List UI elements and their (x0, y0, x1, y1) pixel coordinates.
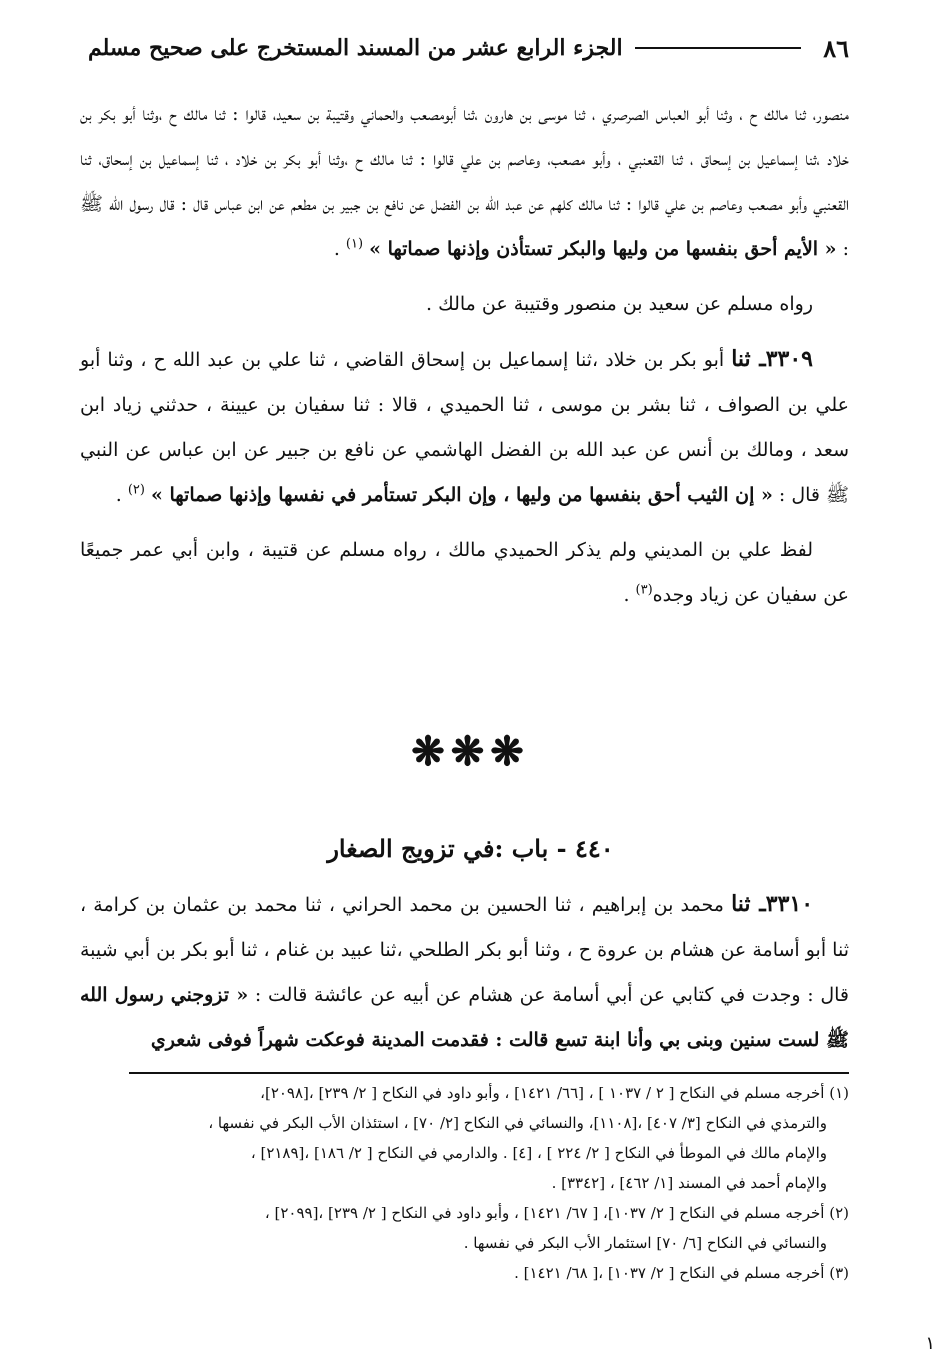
footnote-ref: (١) (345, 236, 364, 252)
paragraph-riwaya: رواه مسلم عن سعيد بن منصور وقتيبة عن مالك . (426, 293, 813, 315)
page-number: ٨٦ (823, 33, 849, 63)
hadith-3310 (80, 882, 849, 1063)
paragraph-lafz (80, 528, 849, 618)
page-header (88, 28, 849, 68)
section-separator: ❋❋❋ (411, 728, 530, 775)
punctuation: . (333, 238, 340, 260)
corner-mark: ١ (925, 1333, 935, 1354)
footnote-ref: (٢) (127, 482, 145, 498)
punctuation: . (623, 584, 630, 606)
hadith-3309 (80, 337, 849, 518)
footnote-1-line: والإمام أحمد في المسند [١/ ٤٦٢] ، [٣٣٤٢] . (551, 1174, 827, 1192)
footnote-1-line: (١) أخرجه مسلم في النكاح [ ٢ / ١٠٣٧ ] ، [٦٦/ ١٤٢١] ، وأبو داود في النكاح [ ٢/ ٢٣٩] ،[٢٠٩٨]، (260, 1084, 849, 1102)
isnad-text: محمد بن إبراهيم ، ثنا الحسين بن محمد الحراني ، ثنا محمد بن عثمان بن كرامة ، ثنا أبو أسامة عن هشام بن عروة ح ، وثنا أبو بكر الطلحي ،ثنا عبيد بن غنام ، ثنا أبو بكر بن أبي شيبة قال : وجدت في كتابي عن أبي أسامة عن هشام عن أبيه عن عائشة قالت : (80, 894, 849, 1006)
hadith-text: « الأيم أحق بنفسها من وليها والبكر تستأذن وإذنها صماتها » (369, 238, 837, 260)
header-rule (635, 47, 802, 49)
punctuation: . (115, 484, 122, 506)
chapter-text (80, 882, 849, 1063)
running-title: الجزء الرابع عشر من المسند المستخرج على صحيح مسلم (88, 35, 623, 61)
hadith-text: « تزوجني رسول الله ﷺ لست سنين وبنى بي وأنا ابنة تسع قالت : فقدمت المدينة فوعكت شهراً فوفى شعري (80, 984, 849, 1051)
hadith-number: ٣٣١٠ـ ثنا (731, 891, 814, 917)
footnote-2-line: والنسائي في النكاح [٦/ ٧٠] استئمار الأب البكر في نفسها . (463, 1234, 827, 1252)
hadith-number: ٣٣٠٩ـ ثنا (731, 346, 813, 372)
commentary-text: لفظ علي بن المديني ولم يذكر الحميدي مالك ، رواه مسلم عن قتيبة ، وابن أبي عمر جميعًا عن سفيان عن زياد وجده (80, 539, 849, 606)
main-text (80, 92, 849, 618)
paragraph-isnad-1 (80, 92, 849, 272)
footnote-2-line: (٢) أخرجه مسلم في النكاح [ ٢/ ١٠٣٧]، [ ٦٧/ ١٤٢١] ، وأبو داود في النكاح [ ٢/ ٢٣٩] ،[٢٠٩٩] ، (264, 1204, 849, 1222)
chapter-title: ٤٤٠ - باب :في تزويج الصغار (327, 834, 614, 863)
footnote-rule (129, 1072, 849, 1074)
hadith-text: « إن الثيب أحق بنفسها من وليها ، وإن البكر تستأمر في نفسها وإذنها صماتها » (151, 484, 773, 506)
footnote-1-line: والترمذي في النكاح [٣/ ٤٠٧] ،[١١٠٨]، والنسائي في النكاح [٢/ ٧٠] ، استئذان الأب البكر في نفسها ، (208, 1114, 827, 1132)
isnad-text: منصور، ثنا مالك ح ، وثنا أبو العباس الصرصري ، ثنا موسى بن هارون ،ثنا أبومصعب والحماني وقتيبة بن سعيد، قالوا : ثنا مالك ح ،وثنا أبو بكر بن خلاد ،ثنا إسماعيل بن إسحاق ، ثنا القعنبي ، وأبو مصعب، وعاصم بن علي قالوا : ثنا مالك ح ،وثنا أبو بكر بن خلاد ، ثنا إسماعيل بن إسحاق، ثنا القعنبي وأبو مصعب وعاصم بن علي قالوا : ثنا مالك كلهم عن عبد الله بن الفضل عن نافع بن جبير بن مطعم عن ابن عباس قال : قال رسول الله ﷺ : (80, 103, 849, 260)
footnote-3-line: (٣) أخرجه مسلم في النكاح [ ٢/ ١٠٣٧] ،[ ٦٨/ ١٤٢١] . (514, 1264, 849, 1282)
footnotes (86, 1078, 849, 1288)
footnote-1-line: والإمام مالك في الموطأ في النكاح [ ٢/ ٢٢٤ ] ، [٤] . والدارمي في النكاح [ ٢/ ١٨٦] ،[٢١٨٩] ، (250, 1144, 827, 1162)
isnad-text: أبو بكر بن خلاد ،ثنا إسماعيل بن إسحاق القاضي ، ثنا علي بن عبد الله ح ، وثنا أبو علي بن الصواف ، ثنا بشر بن موسى ، ثنا الحميدي ، قالا : ثنا سفيان بن عيينة ، حدثني زياد ابن سعد ، ومالك بن أنس عن عبد الله بن الفضل الهاشمي عن نافع بن جبير عن ابن عباس عن النبي ﷺ قال : (80, 349, 849, 506)
footnote-ref: (٣) (635, 582, 653, 598)
